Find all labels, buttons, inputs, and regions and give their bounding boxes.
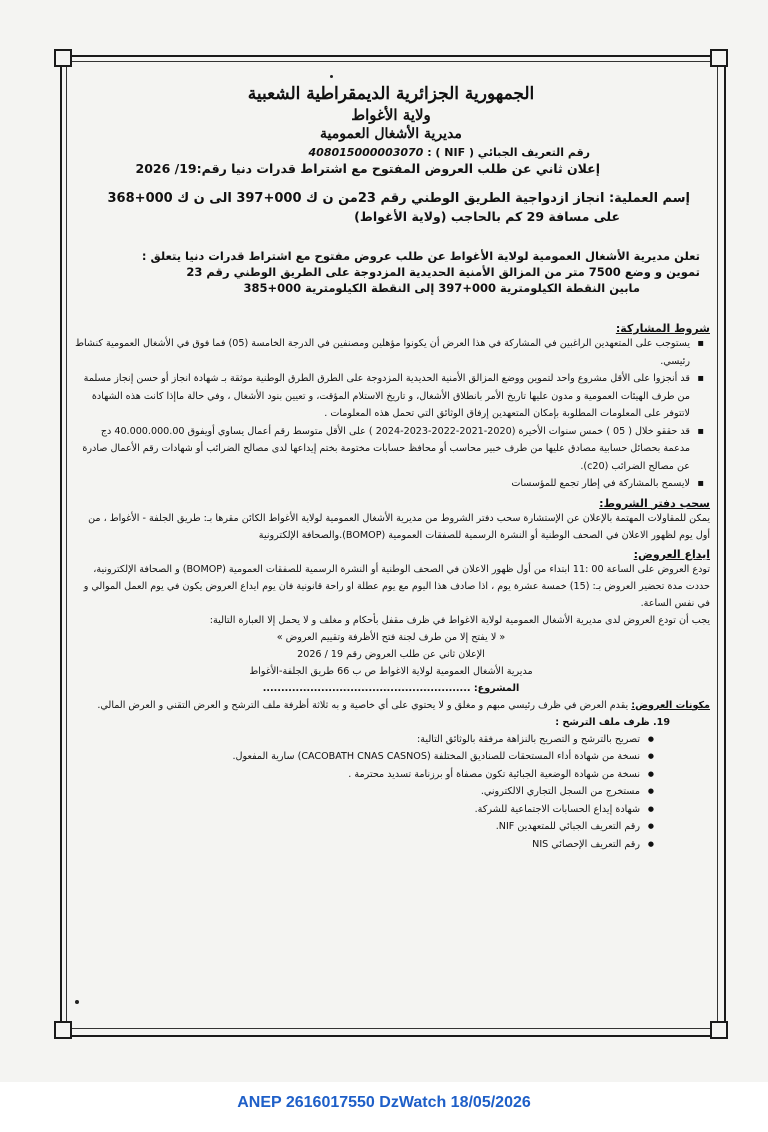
nif-value: 408015000003070 (308, 146, 424, 159)
footer-reference: ANEP 2616017550 DzWatch 18/05/2026 (237, 1094, 531, 1111)
envelope-quote-2: الإعلان ثاني عن طلب العروض رقم 19 / 2026 (297, 648, 485, 660)
operation-line-1: إسم العملية: انجاز ازدواجية الطريق الوطني رقم 23من ن ك 000+397 الى ن ك 000+368 (107, 191, 690, 206)
intro-line-2: تموين و وضع 7500 متر من المزالق الأمنية الحديدية المزدوجة على الطريق الوطني رقم 23 (186, 265, 700, 279)
list-item: ● نسخة من شهادة الوضعية الجبائية تكون مصفاة أو برزنامة تسديد محترمة . (72, 766, 640, 784)
intro-line-1: تعلن مديرية الأشغال العمومية لولاية الأغواط عن طلب عروض مفتوح مع اشتراط قدرات دنيا يتعلق : (141, 249, 700, 263)
envelope-quote-3: مديرية الأشغال العمومية لولاية الاغواط ص ب 66 طريق الجلفة-الأغواط (249, 665, 533, 677)
wilaya-title: ولاية الأغواط (351, 106, 431, 124)
intro-line-3: مابين النقطة الكيلومترية 000+397 إلى النقطة الكيلومترية 000+385 (243, 281, 640, 295)
corner-ornament (54, 1021, 72, 1039)
list-item: ● نسخة من شهادة أداء المستحقات للصناديق المختلفة (CACOBATH CNAS CASNOS) سارية المفعول. (72, 748, 640, 766)
document-body (72, 70, 710, 1020)
list-item: ● تصريح بالترشح و التصريح بالنزاهة مرفقة بالوثائق التالية: (72, 731, 640, 749)
candidature-list (72, 731, 710, 854)
corner-ornament (710, 49, 728, 67)
republic-title: الجمهورية الجزائرية الديمقراطية الشعبية (247, 84, 535, 104)
document-header (72, 84, 710, 142)
list-item: ● شهادة إيداع الحسابات الاجتماعية للشركة. (72, 801, 640, 819)
corner-ornament (710, 1021, 728, 1039)
list-item: ● مستخرج من السجل التجاري الالكتروني. (72, 783, 640, 801)
composition-title: مكونات العروض: (631, 699, 710, 711)
list-item: ● رقم التعريف الإحصائي NIS (72, 836, 640, 854)
composition-text: يقدم العرض في ظرف رئيسي مبهم و مغلق و لا يحتوي على أي خاصية و به ثلاثة أظرفة ملف الترشح و العرض التقني و العرض المالي. (97, 699, 629, 711)
envelope-quote-4: المشروع: ......................................................... (262, 682, 520, 694)
operation-title (72, 190, 690, 226)
depot-text-2: يجب أن تودع العروض لدى مديرية الأشغال العمومية لولاية الاغواط في ظرف مقفل بأحكام و مغلف و لا يحمل إلا العبارة التالية: (209, 614, 710, 626)
list-item: ▪ لايسمح بالمشاركة في إطار تجمع للمؤسسات (72, 475, 690, 493)
cahier-text: يمكن للمقاولات المهتمة بالإعلان عن الإستشارة سحب دفتر الشروط من مديرية الأشغال العمومية لولاية الأغواط الكائن مقرها بـ: طريق الجلفة - الأغواط ، من أول يوم لظهور الاعلان في الصحف الوطنية أو النشرة الرسمية للصفقات العمومية (BOMOP).والصحافة الإلكترونية (88, 512, 710, 541)
intro-block (72, 248, 700, 296)
cahier-title: سحب دفتر الشروط: (599, 496, 710, 510)
list-item: ▪ يستوجب على المتعهدين الراغبين في المشاركة في هذا العرض أن يكونوا مؤهلين ومصنفين في الدرجة الخامسة (05) فما فوق في الأشغال العمومية كنشاط رئيسي. (72, 335, 690, 370)
corner-ornament (54, 49, 72, 67)
depot-text-1: تودع العروض على الساعة 00 :11 ابتداء من أول ظهور الاعلان في الصحف الوطنية أو النشرة الرسمية للصفقات العمومية (BOMOP) و الصحافة الإلكترونية، حددت مدة تحضير العروض بـ: (15) خمسة عشرة يوم ، اذا صادف هذا اليوم مع يوم عطلة او راحة قانونية فان يوم ايداع العروض يكون في يوم العمل الموالي و في نفس الساعة. (83, 563, 710, 609)
composition-block (72, 697, 710, 714)
nif-label: رقم التعريف الجبائي ( NIF ) : (427, 146, 590, 159)
list-item: ▪ قد أنجزوا على الأقل مشروع واحد لتموين ووضع المزالق الأمنية الحديدية المزدوجة على الطرق الطرق الوطنية موثقة بـ شهادة انجاز أو حسن إنجاز مسلمة من طرف الهيئات العمومية و مدون عليها تاريخ الأمر بانطلاق الأشغال، و تاريخ الاستلام المؤقت، و تعيين بنود الأشغال ، وفي حالة ماإذا كانت هذه الشهادة لاتتوفر على المعلومات المطلوبة بإمكان المتعهدين إرفاق الوثائق التي تحمل هذه المعلومات . (72, 370, 690, 423)
conditions-title: شروط المشاركة: (615, 322, 710, 335)
list-item: ▪ قد حققو خلال ( 05 ) خمس سنوات الأخيرة (2020-2021-2022-2023-2024 ) على الأقل متوسط رقم أعمال يساوي أويفوق 40.000.000.00 دج مدعمة بحصائل حسابية مصادق عليها من طرف خبير محاسب أو محافظ حسابات مختومة بختم إيداعها لدى مصالح الضرائب أو شهادات رقم الأعمال صادرة عن مصالح الضرائب (c20). (72, 423, 690, 476)
depot-title: ايداع العروض: (633, 547, 710, 561)
candidature-subtitle: 19. ظرف ملف الترشح : (555, 716, 670, 728)
directorate-title: مديرية الأشغال العمومية (320, 126, 462, 142)
announcement-title: إعلان ثاني عن طلب العروض المفتوح مع اشتراط قدرات دنيا رقم:19/ 2026 (135, 161, 600, 176)
nif-line (72, 146, 590, 159)
operation-line-2: على مسافة 29 كم بالحاجب (ولاية الأغواط) (354, 209, 620, 224)
conditions-list (72, 335, 710, 493)
envelope-quote-1: « لا يفتح إلا من طرف لجنة فتح الأظرفة وتقييم العروض » (276, 631, 506, 643)
list-item: ● رقم التعريف الجبائي للمتعهدين NIF. (72, 818, 640, 836)
